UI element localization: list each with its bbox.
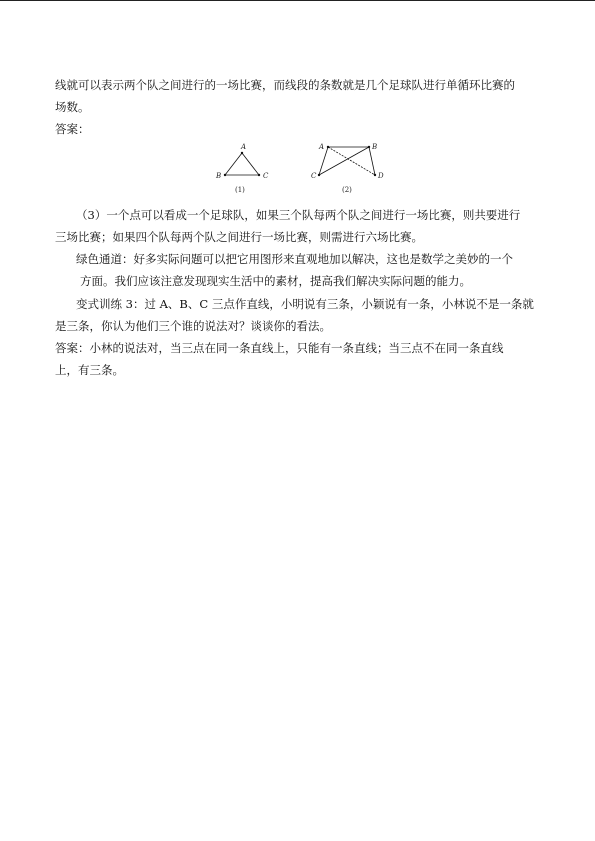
text-line-2: 场数。 [55, 100, 90, 114]
fig1-caption: (1) [235, 186, 245, 194]
answer-label: 答案： [55, 122, 90, 136]
fig2-caption: (2) [342, 186, 352, 194]
text-line-exercise-b: 是三条，你认为他们三个谁的说法对？谈谈你的看法。 [55, 319, 331, 333]
fig2-label-b: B [372, 143, 378, 151]
fig2-label-c: C [311, 172, 317, 180]
figure-1-triangle [215, 143, 269, 194]
fig1-label-b: B [216, 172, 222, 180]
fig1-label-a: A [241, 143, 247, 151]
text-line-exercise-a: 变式训练 3：过 A、B、C 三点作直线，小明说有三条，小颖说有一条，小林说不是一条就 [76, 297, 534, 311]
header-rule [0, 0, 595, 1]
figure-2-quadrilateral [311, 143, 384, 194]
text-line-part3-b: 三场比赛；如果四个队每两个队之间进行一场比赛，则需进行六场比赛。 [55, 230, 423, 244]
text-line-part3-a: （3）一个点可以看成一个足球队，如果三个队每两个队之间进行一场比赛，则共要进行 [76, 208, 521, 222]
text-line-1: 线就可以表示两个队之间进行的一场比赛，而线段的条数就是几个足球队进行单循环比赛的 [55, 78, 515, 92]
text-line-answer-b: 上，有三条。 [55, 363, 124, 377]
text-line-answer-a: 答案：小林的说法对，当三点在同一条直线上，只能有一条直线；当三点不在同一条直线 [55, 341, 504, 355]
fig2-label-d: D [378, 172, 384, 180]
line-segment-figure [205, 140, 395, 196]
text-line-green-b: 方面。我们应该注意发现现实生活中的素材，提高我们解决实际问题的能力。 [80, 274, 471, 288]
fig2-label-a: A [319, 143, 325, 151]
fig1-label-c: C [263, 172, 269, 180]
text-line-green-a: 绿色通道：好多实际问题可以把它用图形来直观地加以解决，这也是数学之美妙的一个 [76, 252, 513, 266]
